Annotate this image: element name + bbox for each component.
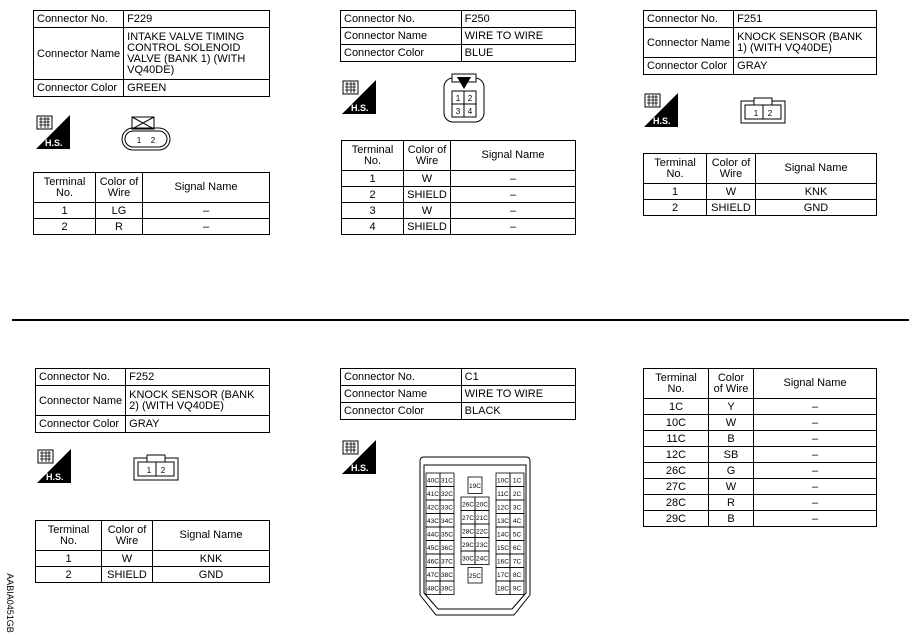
pin-label: 48C	[427, 585, 439, 593]
terminal-no: 28C	[644, 495, 709, 511]
connector-info-f250	[340, 10, 576, 62]
pin-label: 3	[455, 107, 461, 116]
terminal-table-f229	[33, 172, 270, 235]
signal-name: –	[451, 171, 576, 187]
harness-side-icon	[342, 80, 376, 114]
harness-side-icon	[644, 93, 678, 127]
pin-label: 22C	[476, 528, 488, 536]
pin-label: 30C	[462, 555, 474, 563]
figure-code: AABIA0451GB	[4, 573, 15, 633]
terminal-table-f251	[643, 153, 877, 216]
pin-label: 24C	[476, 555, 488, 563]
pin-label: 3C	[512, 504, 522, 512]
wire-color: B	[709, 511, 754, 527]
pin-label: 21C	[476, 514, 488, 522]
pin-label: 38C	[441, 571, 453, 579]
col-header-terminal: Terminal No.	[342, 141, 404, 171]
signal-name: –	[754, 463, 877, 479]
connector-color-value: GRAY	[734, 58, 877, 75]
wire-color: SHIELD	[404, 219, 451, 235]
connector-no-label: Connector No.	[36, 369, 126, 386]
signal-name: –	[143, 219, 270, 235]
pin-label: 14C	[497, 531, 509, 539]
connector-no-label: Connector No.	[341, 369, 462, 386]
connector-name-value: WIRE TO WIRE	[461, 28, 575, 45]
wire-color: W	[102, 551, 153, 567]
connector-color-label: Connector Color	[36, 416, 126, 433]
connector-no-value: F250	[461, 11, 575, 28]
pin-label: 4	[467, 107, 473, 116]
signal-name: –	[143, 203, 270, 219]
connector-face-f251	[738, 95, 788, 127]
pin-label: 2C	[512, 490, 522, 498]
pin-label: 2	[467, 94, 473, 103]
pin-label: 27C	[462, 514, 474, 522]
terminal-no: 2	[644, 200, 707, 216]
col-header-signal: Signal Name	[756, 154, 877, 184]
pin-label: 29C	[462, 541, 474, 549]
wire-color: W	[404, 203, 451, 219]
pin-label: 20C	[476, 501, 488, 509]
wire-color: W	[709, 415, 754, 431]
pin-label: 32C	[441, 490, 453, 498]
col-header-signal: Signal Name	[143, 173, 270, 203]
wire-color: SHIELD	[404, 187, 451, 203]
connector-face-c1	[410, 455, 540, 625]
pin-label: 25C	[469, 572, 481, 580]
terminal-no: 1C	[644, 399, 709, 415]
pin-label: 1	[753, 109, 759, 118]
section-divider	[12, 319, 909, 321]
col-header-terminal: Terminal No.	[644, 154, 707, 184]
pin-label: 5C	[512, 531, 522, 539]
pin-label: 4C	[512, 517, 522, 525]
harness-side-label: H.S.	[45, 138, 63, 148]
wire-color: R	[96, 219, 143, 235]
pin-label: 44C	[427, 531, 439, 539]
wire-color: SHIELD	[102, 567, 153, 583]
pin-label: 19C	[469, 482, 481, 490]
col-header-terminal: Terminal No.	[644, 369, 709, 399]
signal-name: –	[754, 415, 877, 431]
connector-no-label: Connector No.	[644, 11, 734, 28]
harness-side-icon	[37, 449, 71, 483]
pin-label: 31C	[441, 477, 453, 485]
wire-color: W	[404, 171, 451, 187]
terminal-no: 2	[34, 219, 96, 235]
pin-label: 39C	[441, 585, 453, 593]
harness-side-label: H.S.	[46, 472, 64, 482]
col-header-wire-color: Color of Wire	[102, 521, 153, 551]
wire-color: SB	[709, 447, 754, 463]
connector-color-label: Connector Color	[341, 45, 462, 62]
pin-label: 15C	[497, 544, 509, 552]
wire-color: B	[709, 431, 754, 447]
connector-name-label: Connector Name	[341, 386, 462, 403]
pin-label: 13C	[497, 517, 509, 525]
connector-no-label: Connector No.	[341, 11, 462, 28]
pin-label: 1	[146, 466, 152, 475]
connector-name-value: WIRE TO WIRE	[461, 386, 575, 403]
wire-color: G	[709, 463, 754, 479]
col-header-wire-color: Color of Wire	[404, 141, 451, 171]
connector-name-label: Connector Name	[34, 28, 124, 80]
pin-label: 2	[767, 109, 773, 118]
signal-name: KNK	[756, 184, 877, 200]
pin-label: 9C	[512, 585, 522, 593]
wire-color: W	[709, 479, 754, 495]
connector-color-label: Connector Color	[644, 58, 734, 75]
signal-name: –	[754, 511, 877, 527]
wire-color: W	[707, 184, 756, 200]
terminal-no: 2	[36, 567, 102, 583]
terminal-table-f252	[35, 520, 270, 583]
connector-no-label: Connector No.	[34, 11, 124, 28]
terminal-no: 1	[34, 203, 96, 219]
connector-color-value: BLACK	[461, 403, 575, 420]
signal-name: –	[451, 219, 576, 235]
col-header-terminal: Terminal No.	[36, 521, 102, 551]
terminal-table-c1	[643, 368, 877, 527]
connector-no-value: F251	[734, 11, 877, 28]
pin-label: 23C	[476, 541, 488, 549]
terminal-no: 2	[342, 187, 404, 203]
connector-name-label: Connector Name	[36, 386, 126, 416]
pin-label: 6C	[512, 544, 522, 552]
terminal-no: 3	[342, 203, 404, 219]
connector-face-f252	[131, 452, 181, 484]
signal-name: –	[754, 479, 877, 495]
harness-side-icon	[342, 440, 376, 474]
connector-info-f251	[643, 10, 877, 75]
pin-label: 12C	[497, 504, 509, 512]
pin-label: 28C	[462, 528, 474, 536]
terminal-no: 1	[644, 184, 707, 200]
connector-name-value: INTAKE VALVE TIMING CONTROL SOLENOID VALVE (BANK 1) (WITH VQ40DE)	[124, 28, 270, 80]
signal-name: –	[451, 203, 576, 219]
terminal-no: 26C	[644, 463, 709, 479]
terminal-no: 1	[342, 171, 404, 187]
connector-name-label: Connector Name	[341, 28, 462, 45]
signal-name: GND	[153, 567, 270, 583]
col-header-wire-color: Color of Wire	[96, 173, 143, 203]
wire-color: LG	[96, 203, 143, 219]
connector-name-label: Connector Name	[644, 28, 734, 58]
terminal-no: 4	[342, 219, 404, 235]
terminal-no: 1	[36, 551, 102, 567]
signal-name: –	[754, 495, 877, 511]
connector-color-label: Connector Color	[34, 80, 124, 97]
signal-name: –	[451, 187, 576, 203]
pin-label: 18C	[497, 585, 509, 593]
harness-side-label: H.S.	[351, 103, 369, 113]
terminal-table-f250	[341, 140, 576, 235]
harness-side-label: H.S.	[351, 463, 369, 473]
col-header-signal: Signal Name	[754, 369, 877, 399]
connector-no-value: F229	[124, 11, 270, 28]
col-header-terminal: Terminal No.	[34, 173, 96, 203]
signal-name: GND	[756, 200, 877, 216]
col-header-wire-color: Color of Wire	[707, 154, 756, 184]
connector-name-value: KNOCK SENSOR (BANK 1) (WITH VQ40DE)	[734, 28, 877, 58]
connector-face-f229	[120, 115, 172, 153]
pin-label: 35C	[441, 531, 453, 539]
col-header-wire-color: Color of Wire	[709, 369, 754, 399]
pin-label: 10C	[497, 477, 509, 485]
pin-label: 17C	[497, 571, 509, 579]
pin-label: 16C	[497, 558, 509, 566]
terminal-no: 11C	[644, 431, 709, 447]
terminal-no: 10C	[644, 415, 709, 431]
wire-color: SHIELD	[707, 200, 756, 216]
pin-label: 41C	[427, 490, 439, 498]
wire-color: Y	[709, 399, 754, 415]
connector-info-f252	[35, 368, 270, 433]
signal-name: –	[754, 447, 877, 463]
pin-label: 47C	[427, 571, 439, 579]
pin-label: 33C	[441, 504, 453, 512]
connector-info-c1	[340, 368, 576, 420]
pin-label: 26C	[462, 501, 474, 509]
pin-label: 11C	[497, 490, 509, 498]
pin-label: 37C	[441, 558, 453, 566]
pin-label: 7C	[512, 558, 522, 566]
harness-side-label: H.S.	[653, 116, 671, 126]
signal-name: –	[754, 399, 877, 415]
pin-label: 43C	[427, 517, 439, 525]
col-header-signal: Signal Name	[451, 141, 576, 171]
terminal-no: 12C	[644, 447, 709, 463]
wire-color: R	[709, 495, 754, 511]
connector-face-f250	[440, 72, 488, 124]
connector-no-value: F252	[126, 369, 270, 386]
connector-color-value: BLUE	[461, 45, 575, 62]
signal-name: KNK	[153, 551, 270, 567]
terminal-no: 29C	[644, 511, 709, 527]
pin-label: 36C	[441, 544, 453, 552]
pin-label: 42C	[427, 504, 439, 512]
pin-label: 45C	[427, 544, 439, 552]
connector-no-value: C1	[461, 369, 575, 386]
connector-color-value: GREEN	[124, 80, 270, 97]
pin-label: 8C	[512, 571, 522, 579]
pin-label: 1	[136, 136, 142, 145]
signal-name: –	[754, 431, 877, 447]
terminal-no: 27C	[644, 479, 709, 495]
harness-side-icon	[36, 115, 70, 149]
connector-name-value: KNOCK SENSOR (BANK 2) (WITH VQ40DE)	[126, 386, 270, 416]
pin-label: 1	[455, 94, 461, 103]
connector-color-value: GRAY	[126, 416, 270, 433]
pin-label: 40C	[427, 477, 439, 485]
pin-label: 46C	[427, 558, 439, 566]
pin-label: 1C	[512, 477, 522, 485]
connector-color-label: Connector Color	[341, 403, 462, 420]
pin-label: 34C	[441, 517, 453, 525]
pin-label: 2	[150, 136, 156, 145]
col-header-signal: Signal Name	[153, 521, 270, 551]
connector-info-f229	[33, 10, 270, 97]
pin-label: 2	[160, 466, 166, 475]
